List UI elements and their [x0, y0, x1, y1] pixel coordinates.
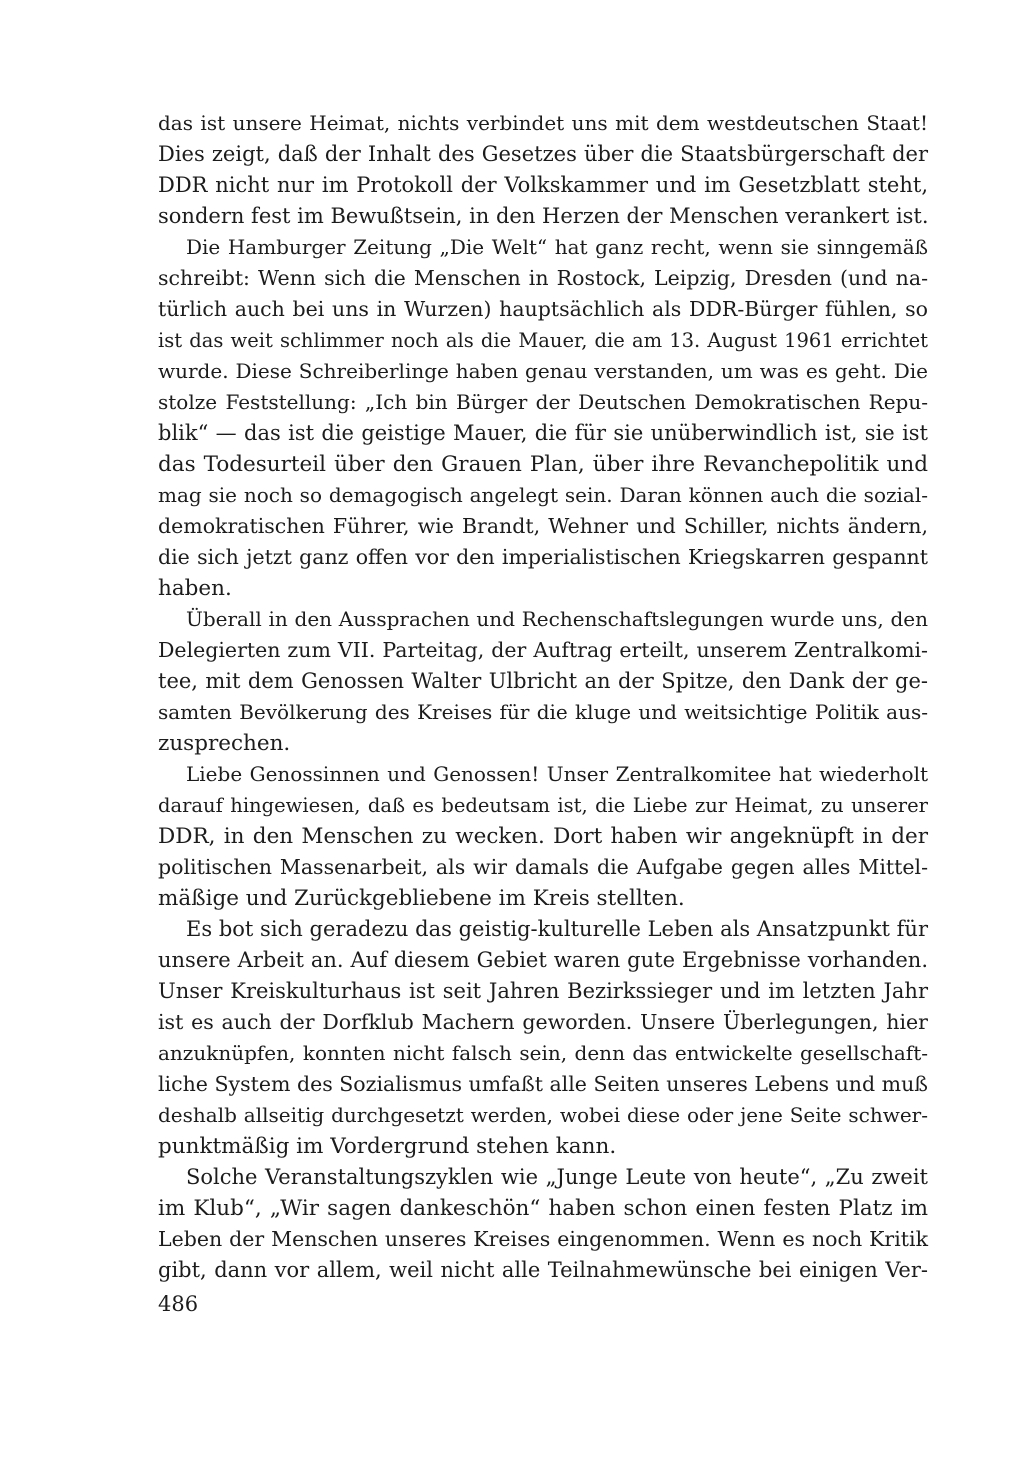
- paragraph: [158, 604, 928, 759]
- text-line: liche System des Sozialismus umfaßt alle Seiten unseres Lebens und muß: [158, 1072, 928, 1096]
- text-line: blik“ — das ist die geistige Mauer, die für sie unüberwindlich ist, sie ist: [158, 421, 928, 445]
- text-line: sondern fest im Bewußtsein, in den Herzen der Menschen verankert ist.: [158, 204, 929, 228]
- text-line: türlich auch bei uns in Wurzen) hauptsächlich als DDR-Bürger fühlen, so: [158, 297, 928, 321]
- body-text: [158, 108, 928, 1286]
- text-line: samten Bevölkerung des Kreises für die kluge und weitsichtige Politik aus-: [158, 700, 928, 724]
- text-line: Dies zeigt, daß der Inhalt des Gesetzes über die Staatsbürgerschaft der: [158, 142, 928, 166]
- text-line: anzuknüpfen, konnten nicht falsch sein, denn das entwickelte gesellschaft-: [158, 1041, 928, 1065]
- text-line: das ist unsere Heimat, nichts verbindet uns mit dem westdeutschen Staat!: [158, 111, 928, 135]
- text-line: darauf hingewiesen, daß es bedeutsam ist, die Liebe zur Heimat, zu unserer: [158, 794, 928, 817]
- page-number: 486: [158, 1292, 199, 1316]
- text-line: wurde. Diese Schreiberlinge haben genau verstanden, um was es geht. Die: [158, 359, 928, 383]
- text-line: das Todesurteil über den Grauen Plan, über ihre Revanchepolitik und: [158, 452, 928, 477]
- paragraph: [158, 232, 928, 604]
- text-line: mag sie noch so demagogisch angelegt sein. Daran können auch die sozial-: [158, 483, 928, 507]
- paragraph: [158, 914, 928, 1162]
- text-line: Leben der Menschen unseres Kreises eingenommen. Wenn es noch Kritik: [158, 1227, 928, 1251]
- paragraph: [158, 108, 928, 232]
- text-line: schreibt: Wenn sich die Menschen in Rostock, Leipzig, Dresden (und na-: [158, 266, 928, 290]
- text-line: Die Hamburger Zeitung „Die Welt“ hat ganz recht, wenn sie sinngemäß: [186, 235, 928, 259]
- text-line: deshalb allseitig durchgesetzt werden, wobei diese oder jene Seite schwer-: [158, 1103, 928, 1127]
- text-line: punktmäßig im Vordergrund stehen kann.: [158, 1134, 617, 1159]
- text-line: DDR nicht nur im Protokoll der Volkskammer und im Gesetzblatt steht,: [158, 173, 928, 197]
- text-line: Unser Kreiskulturhaus ist seit Jahren Bezirkssieger und im letzten Jahr: [158, 979, 928, 1003]
- text-line: Solche Veranstaltungszyklen wie „Junge Leute von heute“, „Zu zweit: [186, 1165, 928, 1189]
- text-line: haben.: [158, 576, 232, 601]
- text-line: tee, mit dem Genossen Walter Ulbricht an der Spitze, den Dank der ge-: [158, 669, 928, 693]
- paragraph: [158, 1162, 928, 1286]
- text-line: ist es auch der Dorfklub Machern geworden. Unsere Überlegungen, hier: [158, 1010, 928, 1034]
- text-line: im Klub“, „Wir sagen dankeschön“ haben schon einen festen Platz im: [158, 1196, 928, 1221]
- text-line: mäßige und Zurückgebliebene im Kreis stellten.: [158, 886, 685, 911]
- text-line: gibt, dann vor allem, weil nicht alle Teilnahmewünsche bei einigen Ver-: [158, 1258, 928, 1282]
- text-line: ist das weit schlimmer noch als die Mauer, die am 13. August 1961 errichtet: [158, 329, 928, 352]
- paragraph: [158, 759, 928, 914]
- text-line: DDR, in den Menschen zu wecken. Dort haben wir angeknüpft in der: [158, 824, 928, 849]
- text-line: Delegierten zum VII. Parteitag, der Auftrag erteilt, unserem Zentralkomi-: [158, 638, 928, 662]
- text-line: die sich jetzt ganz offen vor den imperialistischen Kriegskarren gespannt: [158, 545, 928, 569]
- text-line: demokratischen Führer, wie Brandt, Wehner und Schiller, nichts ändern,: [158, 514, 928, 538]
- text-line: politischen Massenarbeit, als wir damals die Aufgabe gegen alles Mittel-: [158, 855, 928, 879]
- text-line: Liebe Genossinnen und Genossen! Unser Zentralkomitee hat wiederholt: [186, 762, 928, 786]
- text-line: Es bot sich geradezu das geistig-kulturelle Leben als Ansatzpunkt für: [186, 917, 928, 941]
- text-line: zusprechen.: [158, 731, 291, 756]
- text-line: stolze Feststellung: „Ich bin Bürger der Deutschen Demokratischen Repu-: [158, 390, 928, 414]
- text-line: Überall in den Aussprachen und Rechenschaftslegungen wurde uns, den: [186, 607, 928, 631]
- text-line: unsere Arbeit an. Auf diesem Gebiet waren gute Ergebnisse vorhanden.: [158, 948, 928, 972]
